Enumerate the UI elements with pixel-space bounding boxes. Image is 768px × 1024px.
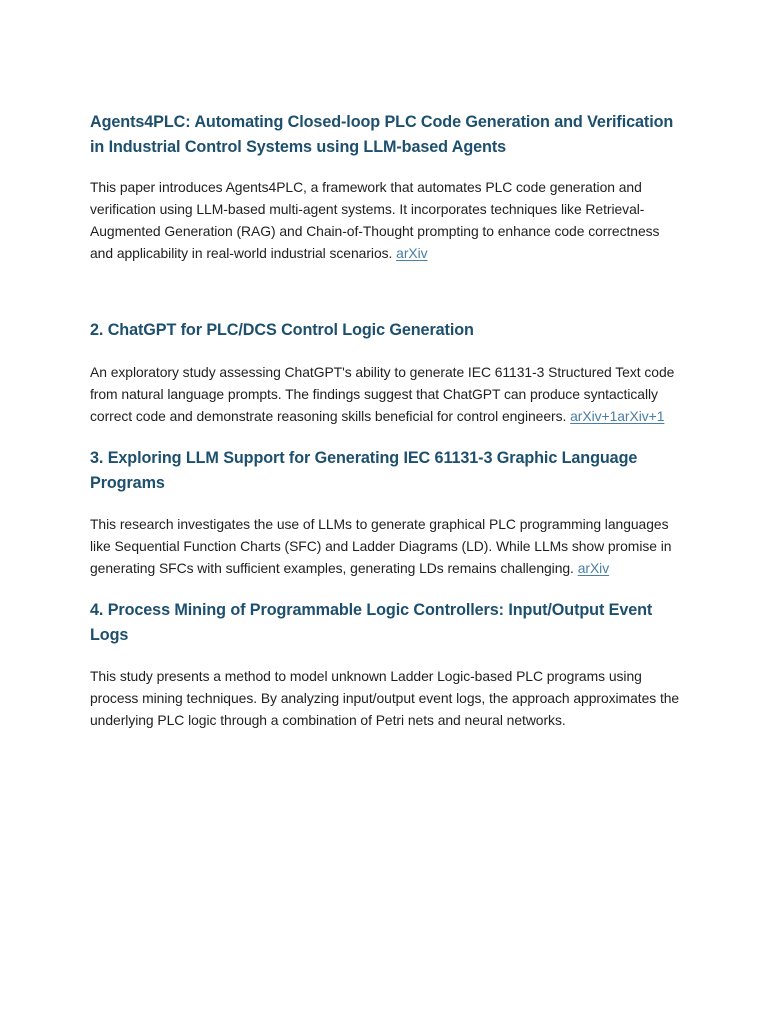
section-summary bbox=[90, 513, 682, 579]
summary-text: An exploratory study assessing ChatGPT's ability to generate IEC 61131-3 Structured Text code from natural language prompts. The findings suggest that ChatGPT can produce syntactically correct code and demonstrate reasoning skills beneficial for control engineers. bbox=[90, 364, 675, 424]
summary-text: This study presents a method to model unknown Ladder Logic-based PLC programs using process mining techniques. By analyzing input/output event logs, the approach approximates the underlying PLC logic through a combination of Petri nets and neural networks. bbox=[90, 668, 680, 728]
section-heading: Agents4PLC: Automating Closed-loop PLC Code Generation and Verification in Industrial Control Systems using LLM-based Agents bbox=[90, 113, 674, 156]
document-page bbox=[90, 108, 682, 731]
paper-section-agents4plc bbox=[90, 110, 682, 264]
arxiv-link[interactable]: arXiv bbox=[577, 560, 610, 576]
arxiv-link[interactable]: arXiv bbox=[396, 245, 428, 261]
section-summary bbox=[90, 361, 682, 427]
section-heading: 3. Exploring LLM Support for Generating IEC 61131-3 Graphic Language Programs bbox=[90, 449, 638, 492]
summary-text: This paper introduces Agents4PLC, a framework that automates PLC code generation and verification using LLM-based multi-agent systems. It incorporates techniques like Retrieval-Augmented Generation (RAG) and Chain-of-Thought prompting to enhance code correctness and applicability in real-world industrial scenarios. bbox=[90, 179, 660, 261]
paper-section-process-mining bbox=[90, 598, 682, 731]
paper-section-graphic-language bbox=[90, 446, 682, 579]
summary-text: This research investigates the use of LLMs to generate graphical PLC programming languages like Sequential Function Charts (SFC) and Ladder Diagrams (LD). While LLMs show promise in generating SFCs with sufficient examples, generating LDs remains challenging. bbox=[90, 516, 672, 576]
section-heading: 2. ChatGPT for PLC/DCS Control Logic Generation bbox=[90, 321, 474, 339]
section-heading: 4. Process Mining of Programmable Logic Controllers: Input/Output Event Logs bbox=[90, 601, 653, 644]
section-summary bbox=[90, 665, 682, 731]
arxiv-link[interactable]: arXiv+1arXiv+1 bbox=[570, 408, 665, 424]
section-summary bbox=[90, 176, 682, 264]
paper-section-chatgpt-plc bbox=[90, 318, 682, 427]
